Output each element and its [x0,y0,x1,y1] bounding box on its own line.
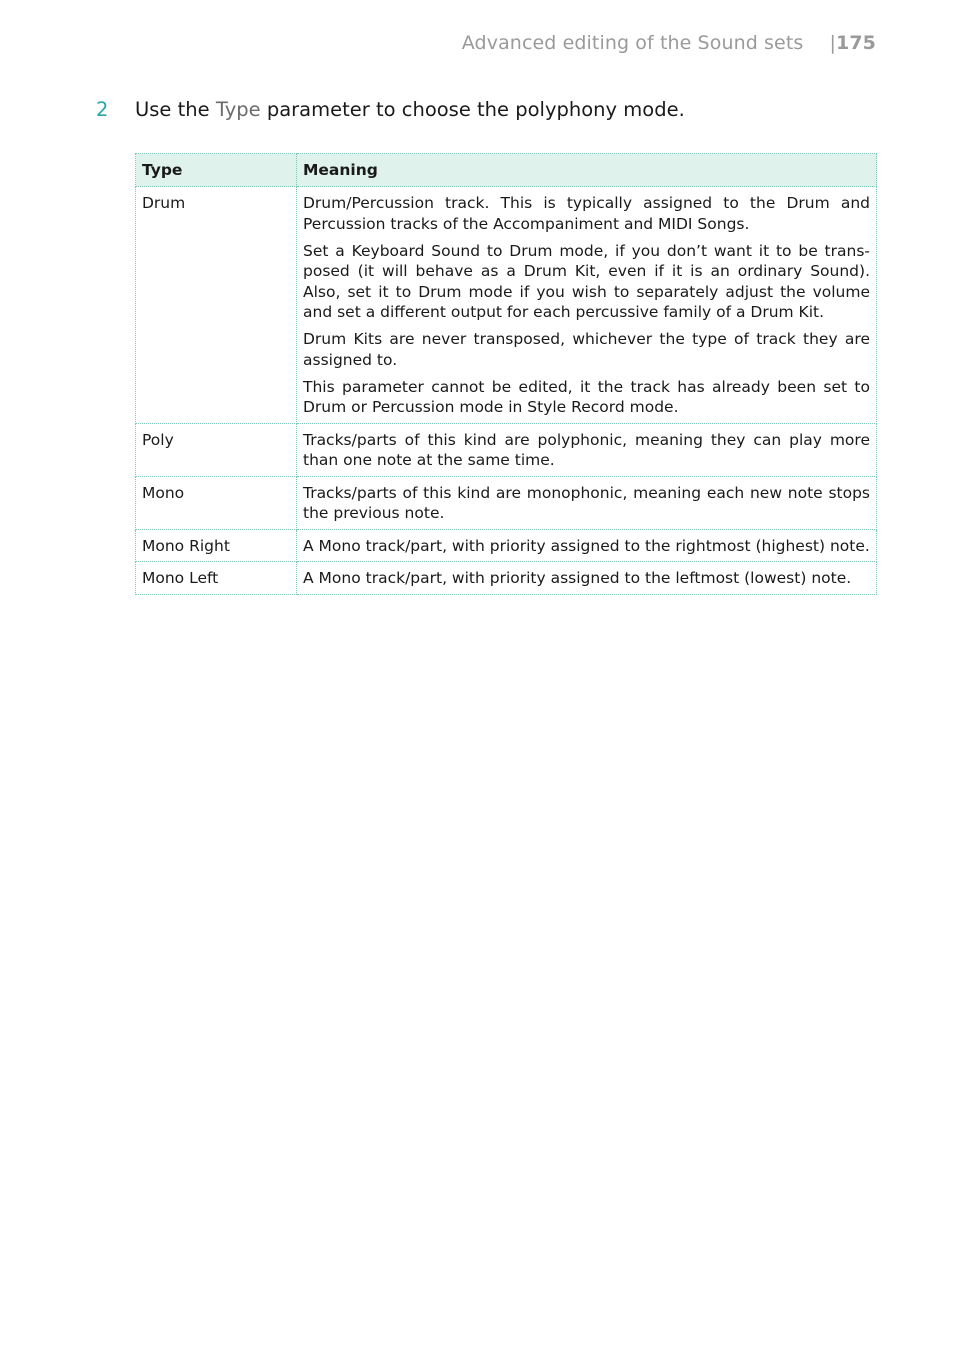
meaning-paragraph: Drum/Percussion track. This is typically assigned to the Drum and Percussion tracks of the Accompaniment and MIDI Songs. [303,194,870,233]
table-row [136,187,877,424]
meaning-paragraph: A Mono track/part, with priority assigned to the rightmost (highest) note. [303,536,870,555]
cell-type: Drum [136,187,297,424]
step-text-after: parameter to choose the polyphony mode. [260,98,685,121]
step-text-before: Use the [135,98,216,121]
cell-meaning [297,562,877,595]
cell-type: Poly [136,423,297,476]
table-header-row [136,154,877,187]
running-header [462,32,876,54]
meaning-paragraph: This parameter cannot be edited, it the track has already been set to Drum or Percussion mode in Style Record mode. [303,377,870,416]
cell-type: Mono Right [136,529,297,562]
step-number: 2 [96,98,109,121]
meaning-paragraph: A Mono track/part, with priority assigned to the leftmost (lowest) note. [303,569,852,587]
table-row [136,562,877,595]
meaning-paragraph: Tracks/parts of this kind are monophonic, meaning each new note stops the previous note. [303,483,870,522]
table-row [136,476,877,529]
header-separator: | [829,32,837,54]
parameter-name: Type [215,98,261,121]
polyphony-mode-table [135,153,877,595]
table-row [136,529,877,562]
cell-type: Mono Left [136,562,297,595]
table-header [136,154,877,187]
meaning-paragraph: Set a Keyboard Sound to Drum mode, if you don’t want it to be trans-posed (it will behave as a Drum Kit, even if it is an ordinary Sound). Also, set it to Drum mode if you wish to separately adjust the volume and set a different output for each percussive family of a Drum Kit. [303,241,870,321]
table-row [136,423,877,476]
cell-meaning [297,423,877,476]
header-meaning: Meaning [297,154,877,187]
cell-type: Mono [136,476,297,529]
section-title: Advanced editing of the Sound sets [461,32,804,54]
meaning-paragraph: Drum Kits are never transposed, whichever the type of track they are assigned to. [303,330,870,369]
step-instruction [96,98,685,121]
page-number: 175 [836,32,876,54]
cell-meaning [297,476,877,529]
header-type: Type [136,154,297,187]
table-body [136,187,877,595]
cell-meaning [297,529,877,562]
cell-meaning [297,187,877,424]
meaning-paragraph: Tracks/parts of this kind are polyphonic, meaning they can play more than one note at the same time. [303,430,870,469]
